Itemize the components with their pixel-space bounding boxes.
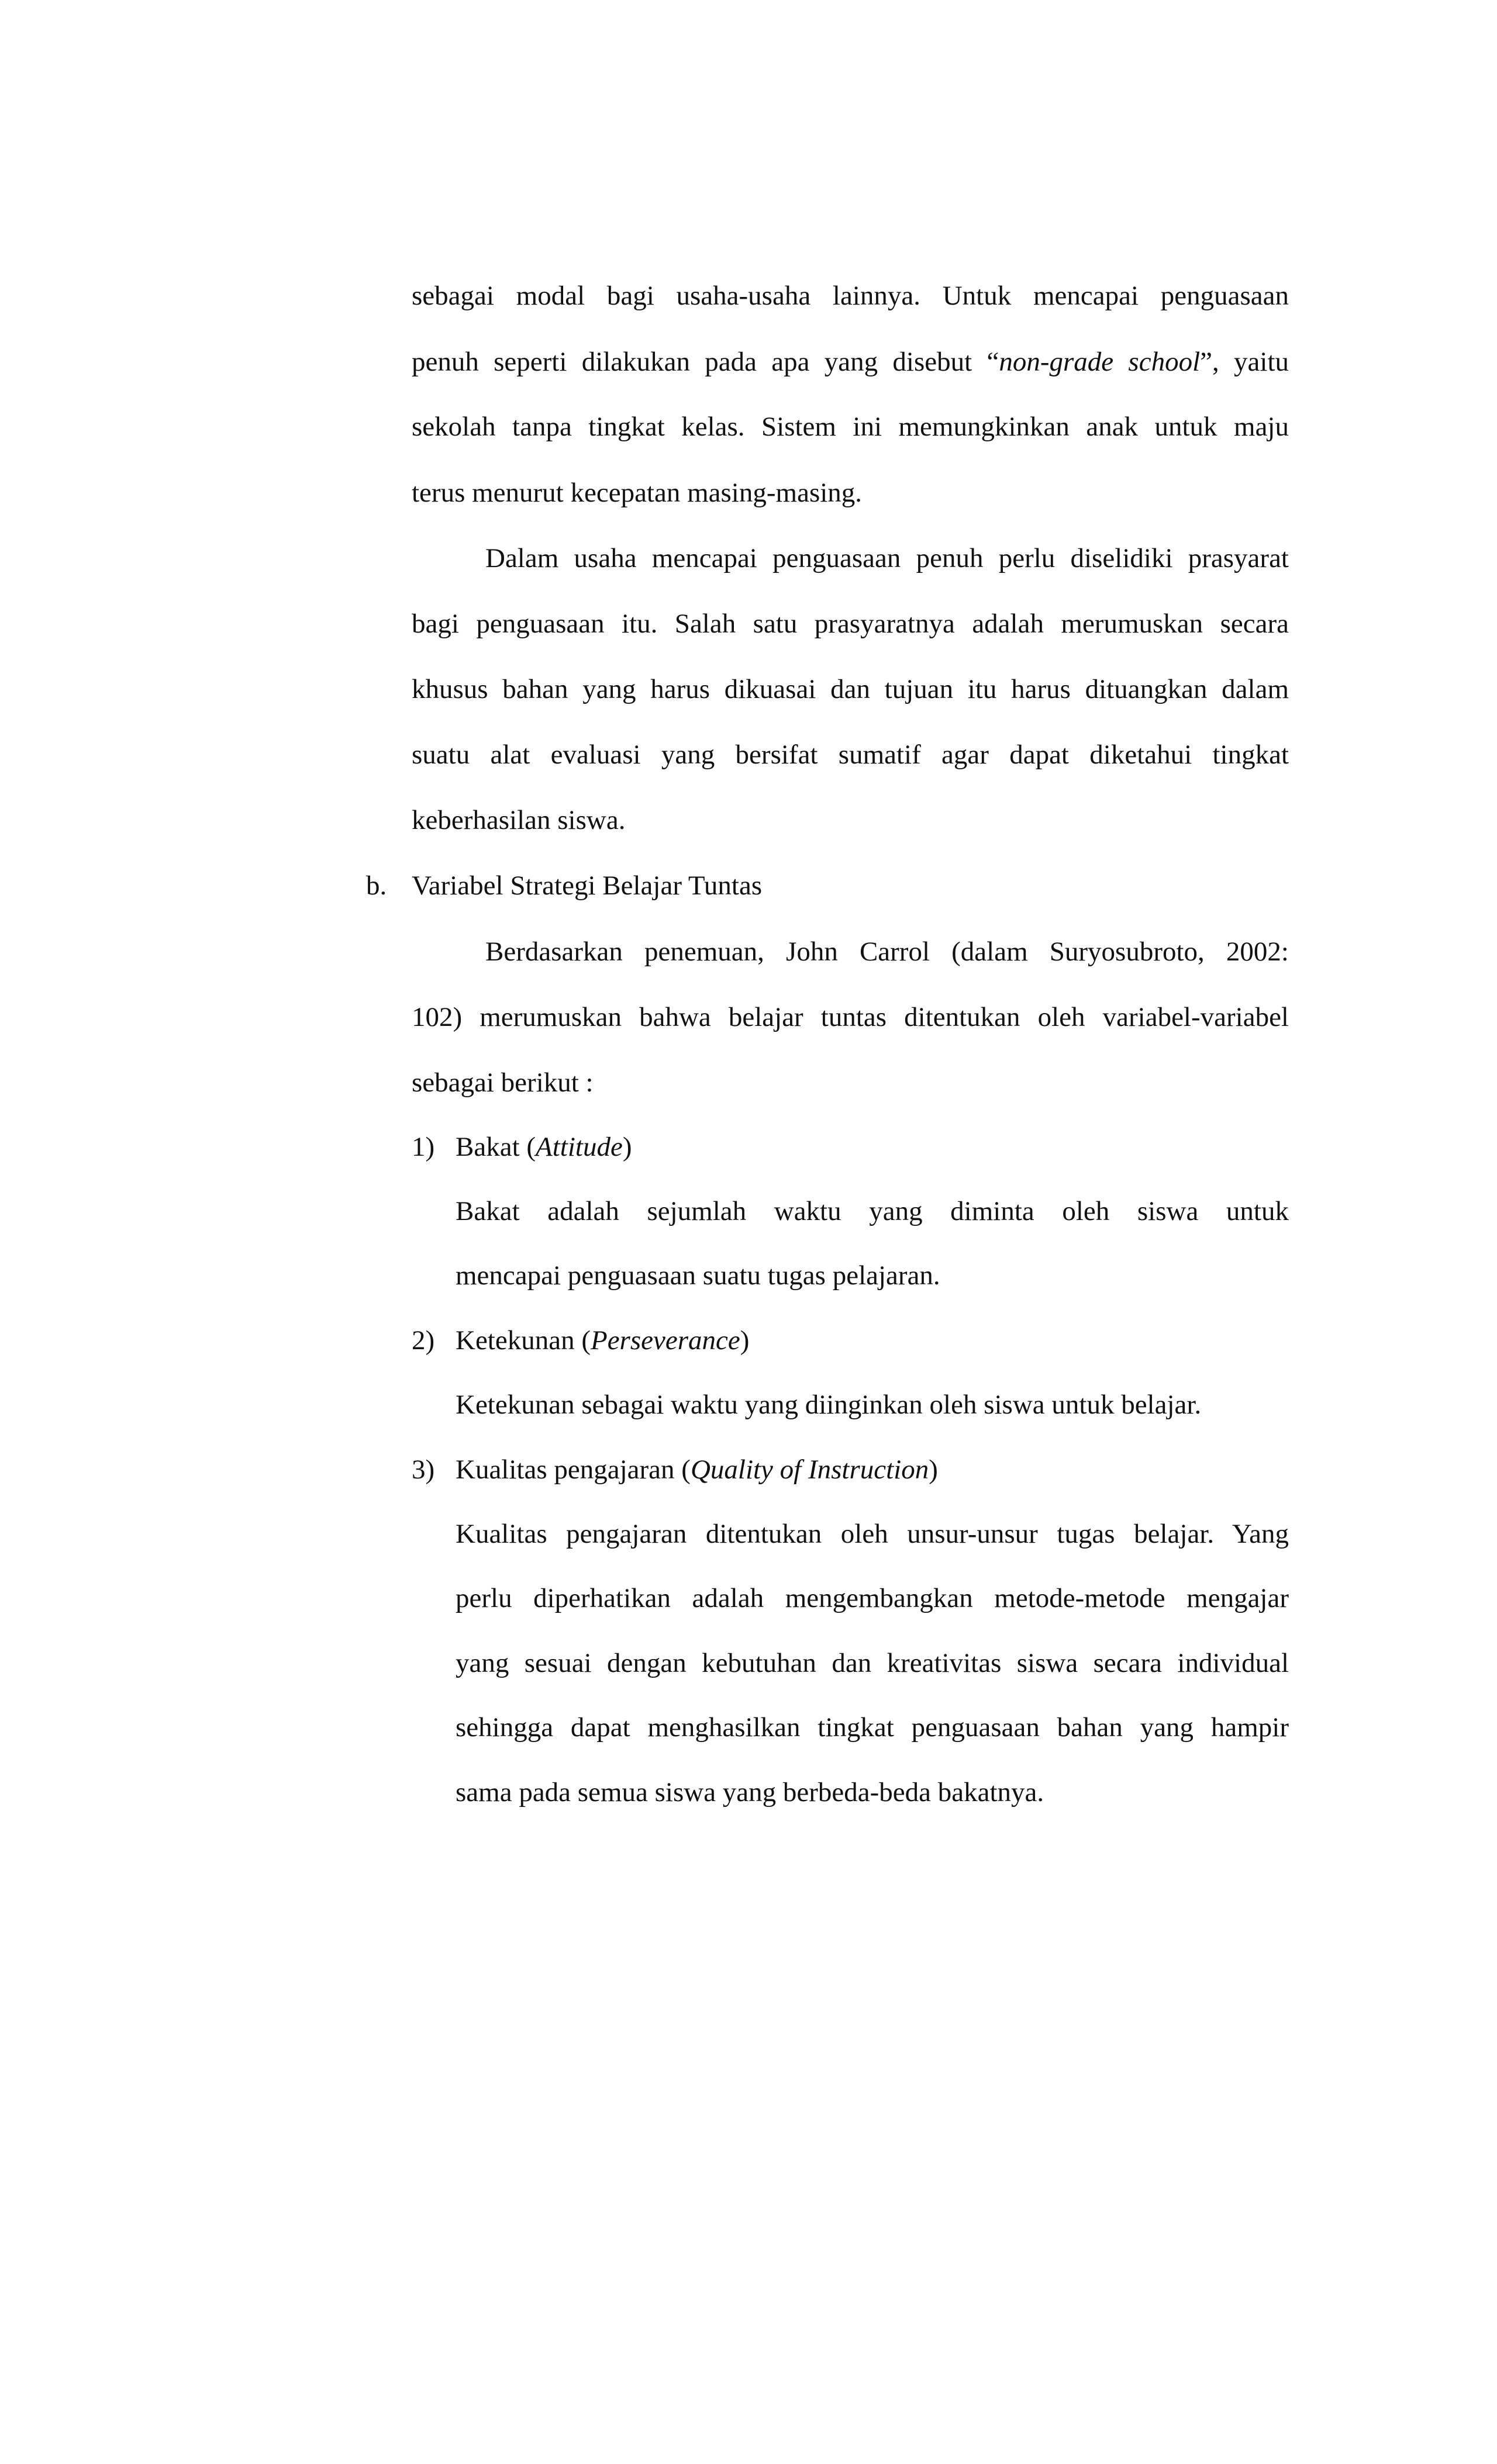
item2-marker: 2) [412,1325,435,1356]
paragraph1-line2-after: ”, yaitu [1200,347,1289,377]
paragraph1-line2 [412,344,1289,379]
item2-body-line1: Ketekunan sebagai waktu yang diinginkan oleh siswa untuk belajar. [456,1390,1202,1420]
item3-body-line2: perlu diperhatikan adalah mengembangkan metode-metode mengajar [456,1583,1289,1613]
section-b-intro-line1: Berdasarkan penemuan, John Carrol (dalam Suryosubroto, 2002: [485,936,1289,967]
item3-body-line5: sama pada semua siswa yang berbeda-beda bakatnya. [456,1777,1044,1808]
item3-title: Kualitas pengajaran (Quality of Instruction) [456,1454,938,1485]
section-b-marker: b. [366,870,387,901]
paragraph2-line4: suatu alat evaluasi yang bersifat sumatif agar dapat diketahui tingkat [412,739,1289,770]
item1-title: Bakat (Attitude) [456,1132,632,1162]
item2-title: Ketekunan (Perseverance) [456,1325,750,1356]
paragraph1-line1: sebagai modal bagi usaha-usaha lainnya. Untuk mencapai penguasaan [412,281,1289,311]
item1-body-line1: Bakat adalah sejumlah waktu yang diminta oleh siswa untuk [456,1196,1289,1226]
paragraph1-line3: sekolah tanpa tingkat kelas. Sistem ini memungkinkan anak untuk maju [412,412,1289,442]
item3-title-italic: Quality of Instruction [690,1454,929,1485]
item1-marker: 1) [412,1132,435,1162]
item1-body-line2: mencapai penguasaan suatu tugas pelajaran. [456,1260,940,1291]
section-b-intro-line2: 102) merumuskan bahwa belajar tuntas ditentukan oleh variabel-variabel [412,1002,1289,1032]
item3-marker: 3) [412,1454,435,1485]
paragraph2-line2: bagi penguasaan itu. Salah satu prasyaratnya adalah merumuskan secara [412,609,1289,639]
paragraph2-line1: Dalam usaha mencapai penguasaan penuh perlu diselidiki prasyarat [485,543,1289,573]
paragraph2-line3: khusus bahan yang harus dikuasai dan tujuan itu harus dituangkan dalam [412,674,1289,704]
paragraph1-line2-before: penuh seperti dilakukan pada apa yang disebut “ [412,347,999,377]
non-grade-school-term: non-grade school [999,347,1201,377]
section-b-heading: Variabel Strategi Belajar Tuntas [412,870,763,901]
item3-body-line3: yang sesuai dengan kebutuhan dan kreativitas siswa secara individual [456,1648,1289,1678]
section-b-intro-line3: sebagai berikut : [412,1067,594,1098]
paragraph2-line5: keberhasilan siswa. [412,805,626,835]
item3-body-line4: sehingga dapat menghasilkan tingkat penguasaan bahan yang hampir [456,1712,1289,1743]
paragraph1-line4: terus menurut kecepatan masing-masing. [412,478,863,508]
item1-title-italic: Attitude [536,1132,623,1162]
item2-title-italic: Perseverance [590,1325,740,1356]
item3-body-line1: Kualitas pengajaran ditentukan oleh unsur-unsur tugas belajar. Yang [456,1519,1289,1549]
